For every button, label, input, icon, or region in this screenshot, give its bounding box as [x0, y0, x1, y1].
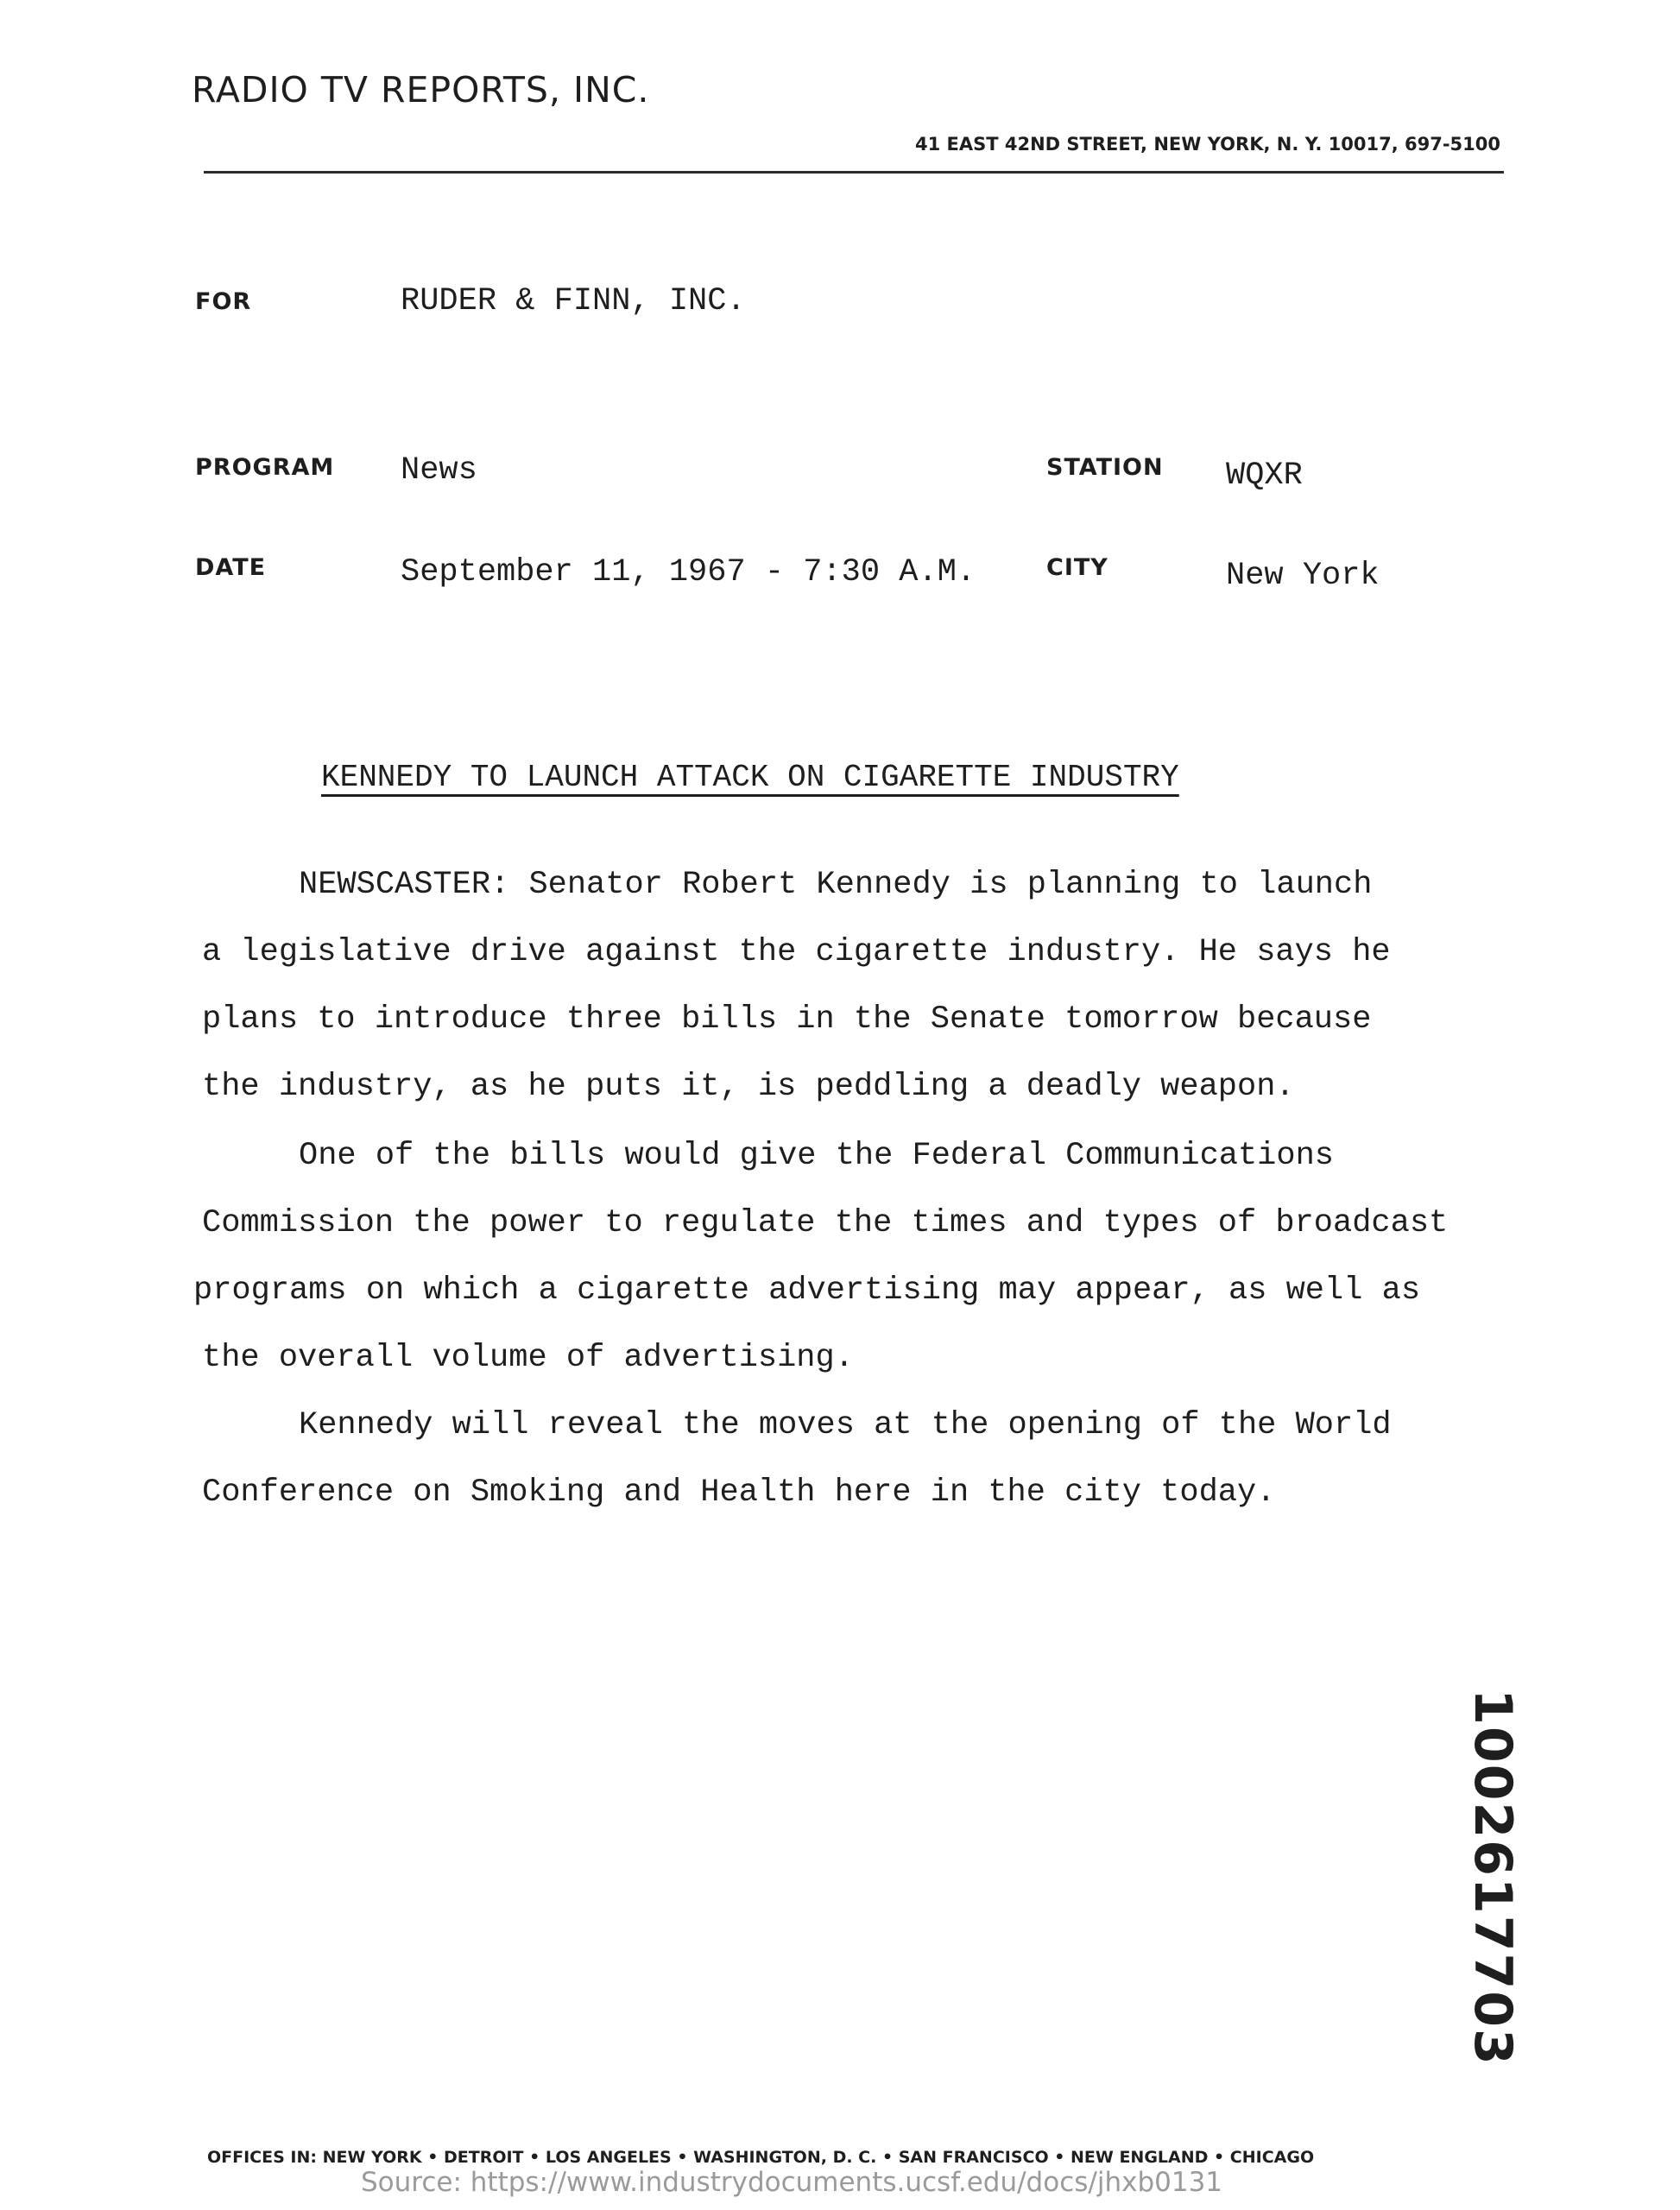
headline: KENNEDY TO LAUNCH ATTACK ON CIGARETTE INDUSTRY — [321, 760, 1179, 795]
body-line: NEWSCASTER: Senator Robert Kennedy is planning to launch — [299, 867, 1373, 903]
date-value: September 11, 1967 - 7:30 A.M. — [401, 554, 976, 590]
body-line: Kennedy will reveal the moves at the opening of the World — [299, 1407, 1392, 1443]
body-line: Conference on Smoking and Health here in the city today. — [202, 1474, 1276, 1511]
body-line: the industry, as he puts it, is peddling a deadly weapon. — [202, 1069, 1295, 1105]
document-id: 1002617703 — [1462, 1689, 1523, 2067]
body-line: the overall volume of advertising. — [202, 1340, 854, 1376]
company-name: RADIO TV REPORTS, INC. — [192, 69, 650, 110]
letterhead-rule — [204, 171, 1504, 174]
program-label: PROGRAM — [195, 454, 335, 481]
program-value: News — [401, 452, 477, 489]
document-id-stamp — [1462, 1689, 1523, 2067]
offices-footer: OFFICES IN: NEW YORK • DETROIT • LOS ANGELES • WASHINGTON, D. C. • SAN FRANCISCO • NEW ENGLAND • CHICAGO — [207, 2148, 1315, 2167]
date-label: DATE — [195, 554, 267, 581]
body-line: One of the bills would give the Federal Communications — [299, 1138, 1334, 1174]
for-label: FOR — [195, 288, 252, 315]
city-label: CITY — [1046, 554, 1108, 581]
body-line: Commission the power to regulate the times and types of broadcast — [202, 1205, 1449, 1241]
city-value: New York — [1226, 558, 1380, 594]
company-address: 41 EAST 42ND STREET, NEW YORK, N. Y. 10017, 697-5100 — [914, 134, 1500, 155]
body-line: a legislative drive against the cigarette industry. He says he — [202, 934, 1391, 970]
body-line: programs on which a cigarette advertising may appear, as well as — [193, 1272, 1421, 1309]
body-line: plans to introduce three bills in the Senate tomorrow because — [202, 1001, 1372, 1038]
station-value: WQXR — [1226, 458, 1303, 494]
station-label: STATION — [1046, 454, 1164, 481]
source-watermark: Source: https://www.industrydocuments.ucsf.edu/docs/jhxb0131 — [361, 2167, 1223, 2198]
for-value: RUDER & FINN, INC. — [401, 283, 746, 319]
